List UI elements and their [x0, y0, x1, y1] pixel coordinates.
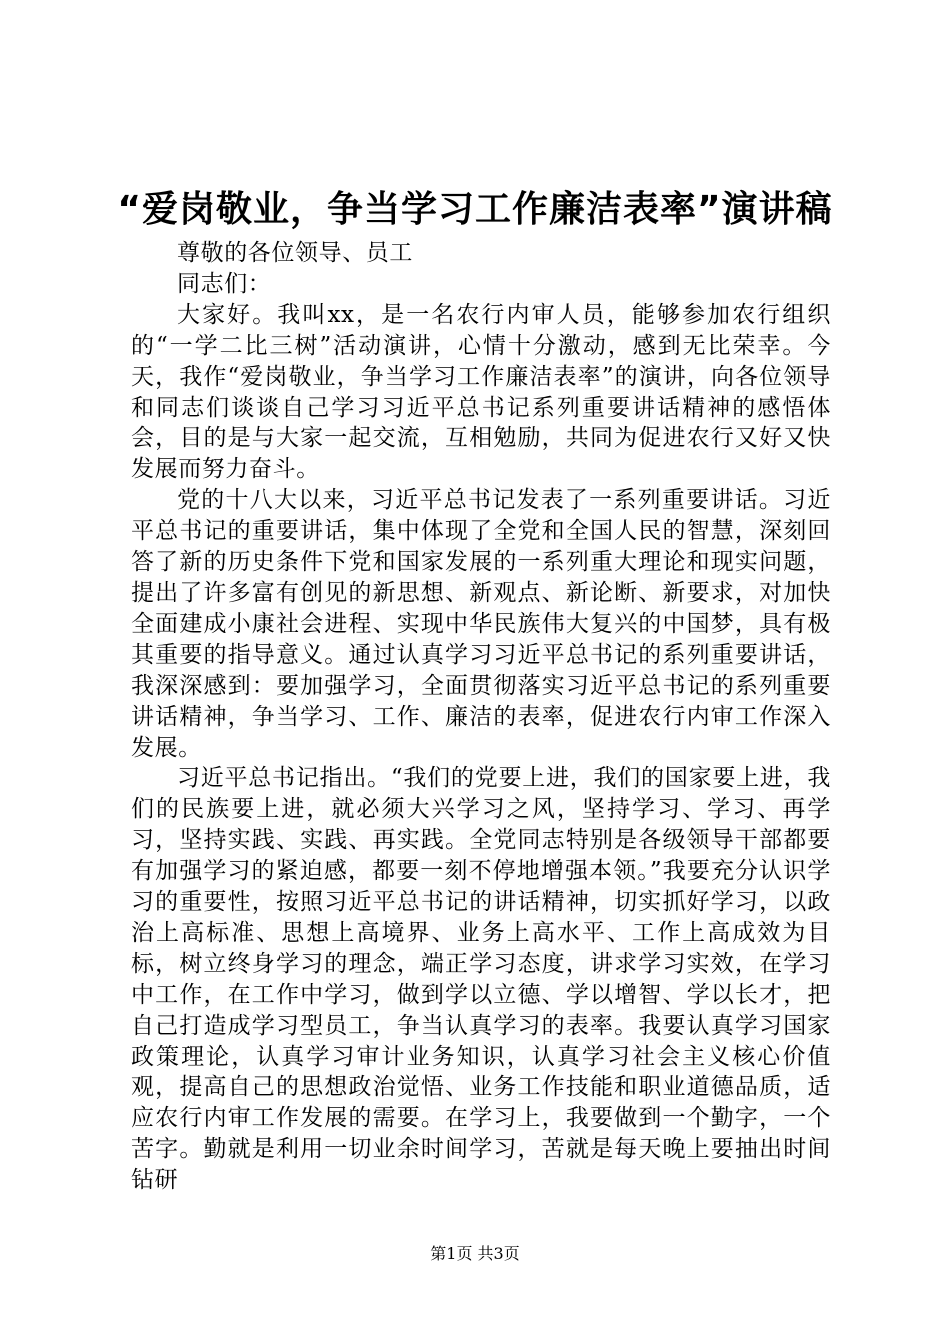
document-title: “爱岗敬业，争当学习工作廉洁表率”演讲稿: [117, 189, 833, 230]
page-footer: 第1页 共3页: [430, 1244, 520, 1263]
salutation-line: 同志们：: [177, 270, 272, 297]
document-body: [131, 238, 831, 1196]
paragraph: 习近平总书记指出。“我们的党要上进，我们的国家要上进，我们的民族要上进，就必须大兴学习之风，坚持学习、学习、再学习，坚持实践、实践、再实践。全党同志特别是各级领导干部都要有加强学习的紧迫感，都要一刻不停地增强本领。”我要充分认识学习的重要性，按照习近平总书记的讲话精神，切实抓好学习，以政治上高标准、思想上高境界、业务上高水平、工作上高成效为目标，树立终身学习的理念，端正学习态度，讲求学习实效，在学习中工作，在工作中学习，做到学以立德、学以增智、学以长才，把自己打造成学习型员工，争当认真学习的表率。我要认真学习国家政策理论，认真学习审计业务知识，认真学习社会主义核心价值观，提高自己的思想政治觉悟、业务工作技能和职业道德品质，适应农行内审工作发展的需要。在学习上，我要做到一个勤字，一个苦字。勤就是利用一切业余时间学习，苦就是每天晚上要抽出时间钻研: [131, 765, 831, 1194]
paragraph: 大家好。我叫xx，是一名农行内审人员，能够参加农行组织的“一学二比三树”活动演讲，心情十分激动，感到无比荣幸。今天，我作“爱岗敬业，争当学习工作廉洁表率”的演讲，向各位领导和同志们谈谈自己学习习近平总书记系列重要讲话精神的感悟体会，目的是与大家一起交流，互相勉励，共同为促进农行又好又快发展而努力奋斗。: [131, 301, 831, 483]
salutation-line: 尊敬的各位领导、员工: [177, 240, 413, 266]
paragraph: 党的十八大以来，习近平总书记发表了一系列重要讲话。习近平总书记的重要讲话，集中体现了全党和全国人民的智慧，深刻回答了新的历史条件下党和国家发展的一系列重大理论和现实问题，提出了许多富有创见的新思想、新观点、新论断、新要求，对加快全面建成小康社会进程、实现中华民族伟大复兴的中国梦，具有极其重要的指导意义。通过认真学习习近平总书记的系列重要讲话，我深深感到：要加强学习，全面贯彻落实习近平总书记的系列重要讲话精神，争当学习、工作、廉洁的表率，促进农行内审工作深入发展。: [131, 487, 831, 761]
